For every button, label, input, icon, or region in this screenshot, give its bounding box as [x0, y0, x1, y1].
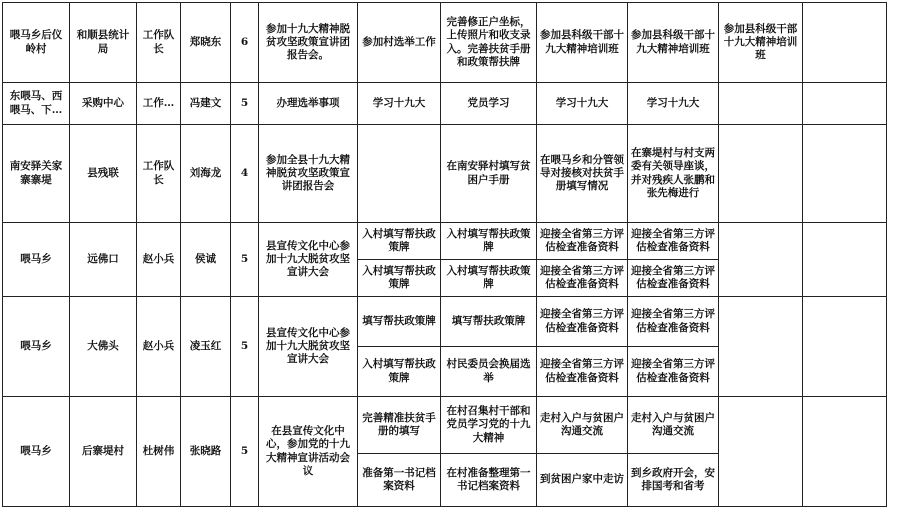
empty-cell	[719, 297, 803, 397]
activity-cell: 党员学习	[441, 83, 537, 125]
person-cell: 侯诚	[181, 223, 231, 297]
activity-cell: 在村召集村干部和党员学习党的十九大精神	[441, 397, 537, 454]
empty-cell	[719, 397, 803, 507]
activity-cell: 学习十九大	[628, 83, 719, 125]
activity-cell: 入村填写帮扶政策牌	[358, 223, 441, 260]
table-row	[3, 83, 887, 125]
village-cell: 喂马乡	[3, 397, 70, 507]
activity-cell: 参加村选举工作	[358, 3, 441, 83]
activity-cell: 办理选举事项	[259, 83, 358, 125]
table-row	[3, 125, 887, 223]
village-cell: 喂马乡	[3, 297, 70, 397]
person-cell: 张晓路	[181, 397, 231, 507]
activity-cell: 迎接全省第三方评估检查准备资料	[537, 297, 628, 347]
activity-cell: 县宣传文化中心参加十九大脱贫攻坚宣讲大会	[259, 223, 358, 297]
activity-cell: 迎接全省第三方评估检查准备资料	[537, 223, 628, 260]
days-cell: 5	[231, 297, 259, 397]
days-cell: 5	[231, 83, 259, 125]
unit-cell: 和顺县统计局	[70, 3, 137, 83]
activity-cell: 参加十九大精神脱贫攻坚政策宣讲团报告会。	[259, 3, 358, 83]
table-row	[3, 3, 887, 83]
activity-cell: 入村填写帮扶政策牌	[441, 260, 537, 297]
days-cell: 4	[231, 125, 259, 223]
table-row	[3, 297, 887, 347]
table-row	[3, 397, 887, 454]
days-cell: 5	[231, 223, 259, 297]
person-cell: 刘海龙	[181, 125, 231, 223]
team-role-cell: 工作队长	[137, 125, 181, 223]
village-cell: 喂马乡	[3, 223, 70, 297]
empty-cell	[803, 397, 887, 507]
activity-cell: 在县宣传文化中心，参加党的十九大精神宣讲活动会议	[259, 397, 358, 507]
activity-cell: 到贫困户家中走访	[537, 454, 628, 507]
activity-cell: 入村填写帮扶政策牌	[441, 223, 537, 260]
team-role-cell: 工作…	[137, 83, 181, 125]
activity-cell: 县宣传文化中心参加十九大脱贫攻坚宣讲大会	[259, 297, 358, 397]
activity-cell: 完善修正户坐标，上传照片和收支录入。完善扶贫手册和政策帮扶牌	[441, 3, 537, 83]
activity-cell: 入村填写帮扶政策牌	[358, 347, 441, 397]
activity-cell: 迎接全省第三方评估检查准备资料	[628, 260, 719, 297]
table-row	[3, 223, 887, 260]
village-cell: 喂马乡后仪岭村	[3, 3, 70, 83]
activity-cell	[358, 125, 441, 223]
activity-cell: 在寨堤村与村支两委有关领导座谈，并对残疾人张鹏和张先梅进行	[628, 125, 719, 223]
village-cell: 南安驿关家寨寨堤	[3, 125, 70, 223]
activity-cell: 走村入户与贫困户沟通交流	[628, 397, 719, 454]
unit-cell: 采购中心	[70, 83, 137, 125]
person-cell: 冯建文	[181, 83, 231, 125]
activity-cell: 填写帮扶政策牌	[441, 297, 537, 347]
activity-cell	[719, 125, 803, 223]
team-leader-cell: 赵小兵	[137, 297, 181, 397]
activity-cell	[803, 83, 887, 125]
activity-cell: 准备第一书记档案资料	[358, 454, 441, 507]
activity-cell: 到乡政府开会，安排国考和省考	[628, 454, 719, 507]
activity-cell: 参加全县十九大精神脱贫攻坚政策宣讲团报告会	[259, 125, 358, 223]
activity-cell: 填写帮扶政策牌	[358, 297, 441, 347]
team-role-cell: 工作队长	[137, 3, 181, 83]
unit-cell: 大佛头	[70, 297, 137, 397]
activity-cell: 迎接全省第三方评估检查准备资料	[628, 297, 719, 347]
activity-cell: 在喂马乡和分管领导对接核对扶贫手册填写情况	[537, 125, 628, 223]
unit-cell: 远佛口	[70, 223, 137, 297]
days-cell: 5	[231, 397, 259, 507]
empty-cell	[803, 297, 887, 397]
activity-cell	[803, 125, 887, 223]
activity-cell: 迎接全省第三方评估检查准备资料	[537, 260, 628, 297]
team-leader-cell: 赵小兵	[137, 223, 181, 297]
empty-cell	[803, 223, 887, 297]
activity-cell: 迎接全省第三方评估检查准备资料	[537, 347, 628, 397]
village-cell: 东喂马、西喂马、下…	[3, 83, 70, 125]
work-log-table	[2, 2, 887, 507]
activity-cell: 学习十九大	[358, 83, 441, 125]
activity-cell: 参加县科级干部十九大精神培训班	[628, 3, 719, 83]
activity-cell	[803, 3, 887, 83]
activity-cell: 参加县科级干部十九大精神培训班	[719, 3, 803, 83]
activity-cell: 入村填写帮扶政策牌	[358, 260, 441, 297]
activity-cell: 参加县科级干部十九大精神培训班	[537, 3, 628, 83]
team-leader-cell: 杜树伟	[137, 397, 181, 507]
person-cell: 郑晓东	[181, 3, 231, 83]
activity-cell: 在南安驿村填写贫困户手册	[441, 125, 537, 223]
activity-cell: 完善精准扶贫手册的填写	[358, 397, 441, 454]
activity-cell: 学习十九大	[537, 83, 628, 125]
activity-cell	[719, 83, 803, 125]
activity-cell: 在村准备整理第一书记档案资料	[441, 454, 537, 507]
activity-cell: 村民委员会换届选举	[441, 347, 537, 397]
empty-cell	[719, 223, 803, 297]
unit-cell: 后寨堤村	[70, 397, 137, 507]
unit-cell: 县残联	[70, 125, 137, 223]
activity-cell: 迎接全省第三方评估检查准备资料	[628, 347, 719, 397]
person-cell: 凌玉红	[181, 297, 231, 397]
activity-cell: 走村入户与贫困户沟通交流	[537, 397, 628, 454]
days-cell: 6	[231, 3, 259, 83]
activity-cell: 迎接全省第三方评估检查准备资料	[628, 223, 719, 260]
